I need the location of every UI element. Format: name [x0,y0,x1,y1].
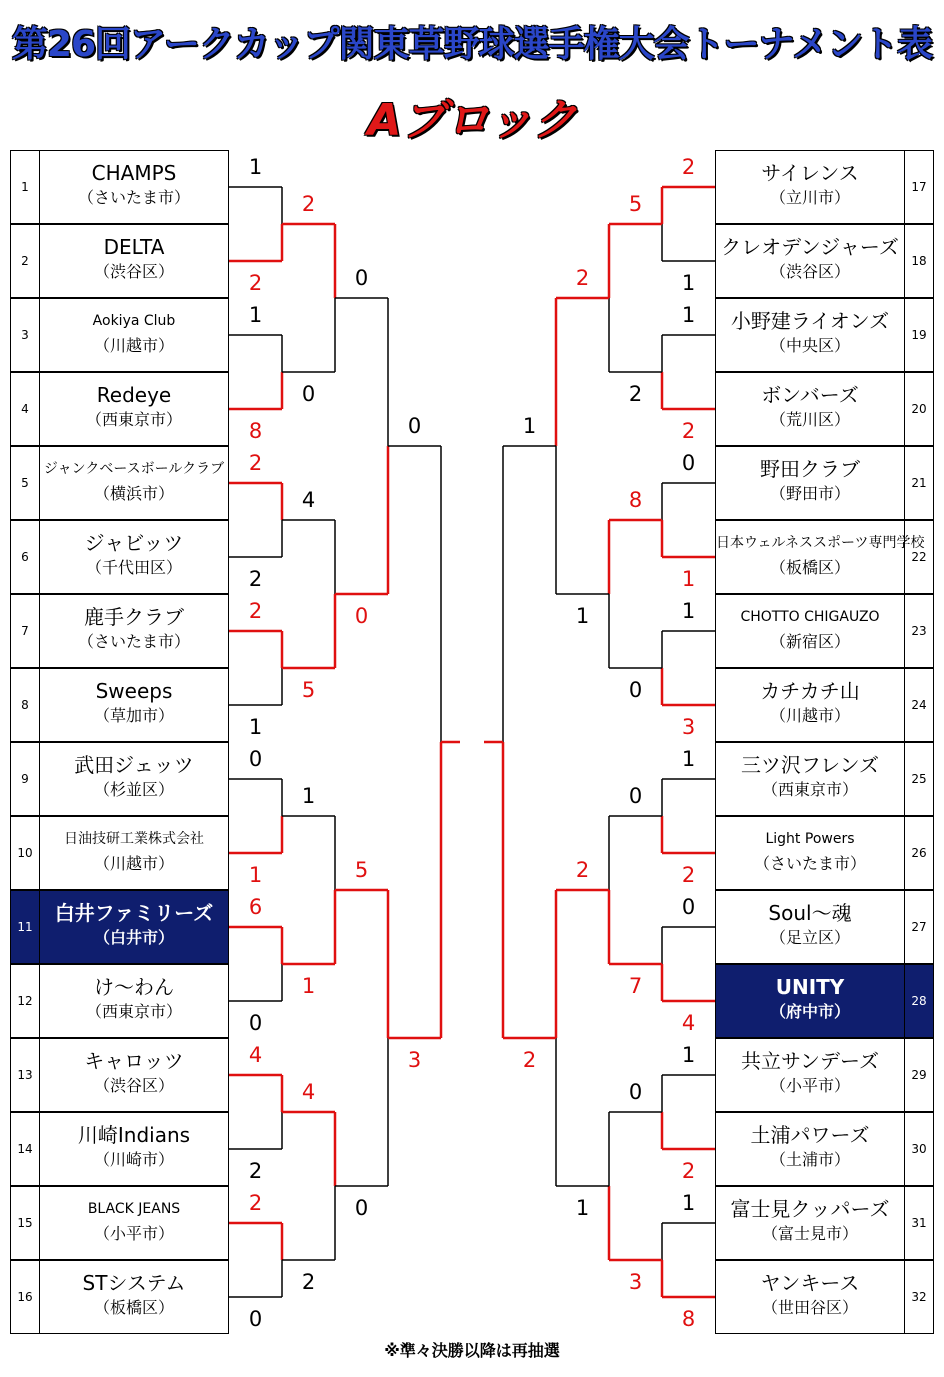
score-label: 5 [354,858,369,882]
seed-number: 8 [11,669,40,741]
seed-number: 12 [11,965,40,1037]
score-label: 0 [628,678,643,702]
team-name: 共立サンデーズ [741,1049,879,1073]
score-label: 1 [301,784,316,808]
team-entry [10,298,229,372]
page-title: 第26回アークカップ関東草野球選手権大会トーナメント表 [11,24,933,65]
score-label: 1 [681,1191,696,1215]
team-city: （中央区） [769,336,850,355]
seed-number: 27 [904,891,933,963]
score-label: 0 [407,414,422,438]
team-city: （世田谷区） [761,1298,858,1317]
team-entry [10,1112,229,1186]
seed-number: 21 [904,447,933,519]
team-name: ジャンクベースボールクラブ [43,461,225,477]
team-city: （さいたま市） [753,854,866,873]
seed-number: 13 [11,1039,40,1111]
seed-number: 18 [904,225,933,297]
score-label: 2 [248,451,263,475]
team-name: 三ツ沢フレンズ [740,753,880,777]
team-city: （横浜市） [93,484,174,503]
seed-number: 14 [11,1113,40,1185]
score-label: 2 [522,1048,537,1072]
seed-number: 26 [904,817,933,889]
team-entry [715,1112,934,1186]
score-label: 0 [681,451,696,475]
team-entry [10,816,229,890]
score-label: 6 [248,895,263,919]
score-label: 0 [354,1196,369,1220]
score-label: 4 [681,1011,696,1035]
score-label: 1 [575,604,590,628]
score-label: 0 [628,1080,643,1104]
score-label: 2 [628,382,643,406]
team-entry [715,446,934,520]
score-label: 4 [301,488,316,512]
seed-number: 1 [11,151,40,223]
team-name: UNITY [775,975,845,999]
team-name: ヤンキース [760,1271,860,1295]
score-label: 2 [681,1159,696,1183]
score-label: 1 [301,974,316,998]
team-city: （板橋区） [769,558,850,577]
team-entry [10,372,229,446]
team-city: （草加市） [93,706,174,725]
score-label: 7 [628,974,643,998]
team-entry [715,1038,934,1112]
seed-number: 2 [11,225,40,297]
team-entry [10,446,229,520]
seed-number: 3 [11,299,40,371]
team-name: ボンバーズ [761,383,859,407]
team-entry [715,298,934,372]
team-city: （野田市） [769,484,850,503]
team-entry [715,372,934,446]
team-entry [10,890,229,964]
score-label: 5 [628,192,643,216]
team-city: （渋谷区） [93,262,174,281]
score-label: 1 [681,599,696,623]
score-label: 1 [681,303,696,327]
team-city: （西東京市） [761,780,858,799]
team-city: （小平市） [93,1224,174,1243]
team-entry [715,594,934,668]
team-entry [10,668,229,742]
score-label: 0 [681,895,696,919]
team-name: ジャビッツ [84,531,184,555]
score-label: 2 [248,567,263,591]
team-entry [715,890,934,964]
team-city: （立川市） [769,188,850,207]
team-name: 川崎Indians [77,1123,191,1147]
team-name: CHAMPS [91,161,177,185]
score-label: 8 [628,488,643,512]
team-name: 野田クラブ [760,457,860,481]
score-label: 1 [681,1043,696,1067]
score-label: 8 [681,1307,696,1331]
team-city: （足立区） [769,928,850,947]
seed-number: 15 [11,1187,40,1259]
team-city: （府中市） [769,1002,850,1021]
seed-number: 25 [904,743,933,815]
team-name: CHOTTO CHIGAUZO [740,609,880,625]
team-entry [10,1260,229,1334]
team-name: カチカチ山 [760,679,860,703]
seed-number: 16 [11,1261,40,1333]
team-name: 武田ジェッツ [74,753,194,777]
score-label: 2 [681,863,696,887]
score-label: 8 [248,419,263,443]
team-name: BLACK JEANS [87,1201,181,1217]
team-city: （小平市） [769,1076,850,1095]
score-label: 0 [628,784,643,808]
seed-number: 17 [904,151,933,223]
score-label: 2 [248,1159,263,1183]
seed-number: 29 [904,1039,933,1111]
team-city: （千代田区） [85,558,182,577]
score-label: 5 [301,678,316,702]
team-entry [715,1186,934,1260]
team-city: （川崎市） [93,1150,174,1169]
team-city: （西東京市） [85,410,182,429]
team-city: （土浦市） [769,1150,850,1169]
team-name: 土浦パワーズ [750,1123,870,1147]
score-label: 2 [575,266,590,290]
score-label: 1 [681,747,696,771]
team-entry [10,1186,229,1260]
team-city: （さいたま市） [77,632,190,651]
score-label: 1 [248,155,263,179]
seed-number: 32 [904,1261,933,1333]
score-label: 1 [681,567,696,591]
team-city: （川越市） [93,854,174,873]
seed-number: 31 [904,1187,933,1259]
team-entry [10,224,229,298]
team-entry [715,520,934,594]
team-name: Aokiya Club [92,313,176,329]
team-name: Redeye [96,383,172,407]
score-label: 2 [575,858,590,882]
seed-number: 6 [11,521,40,593]
team-city: （川越市） [769,706,850,725]
team-city: （西東京市） [85,1002,182,1021]
score-label: 2 [248,1191,263,1215]
score-label: 3 [407,1048,422,1072]
score-label: 3 [681,715,696,739]
seed-number: 28 [904,965,933,1037]
score-label: 4 [248,1043,263,1067]
score-label: 1 [681,271,696,295]
score-label: 0 [248,747,263,771]
score-label: 1 [575,1196,590,1220]
team-entry [10,964,229,1038]
team-name: Soul～魂 [768,901,852,925]
score-label: 0 [248,1307,263,1331]
score-label: 0 [248,1011,263,1035]
team-entry [10,742,229,816]
team-entry [715,668,934,742]
team-name: け～わん [94,975,174,999]
team-city: （富士見市） [761,1224,858,1243]
team-name: 日本ウェルネススポーツ専門学校 [716,535,925,551]
team-city: （荒川区） [769,410,850,429]
team-name: Sweeps [95,679,173,703]
team-entry [715,1260,934,1334]
team-name: DELTA [103,235,165,259]
seed-number: 4 [11,373,40,445]
score-label: 1 [248,715,263,739]
seed-number: 19 [904,299,933,371]
team-city: （渋谷区） [769,262,850,281]
team-name: 鹿手クラブ [84,605,184,629]
score-label: 1 [522,414,537,438]
team-entry [715,742,934,816]
team-city: （白井市） [93,928,174,947]
score-label: 1 [248,303,263,327]
seed-number: 22 [904,521,933,593]
team-name: キャロッツ [84,1049,184,1073]
seed-number: 24 [904,669,933,741]
team-city: （新宿区） [769,632,850,651]
seed-number: 11 [11,891,40,963]
team-entry [715,224,934,298]
score-label: 0 [301,382,316,406]
score-label: 2 [248,599,263,623]
team-entry [715,816,934,890]
team-name: Light Powers [765,831,855,847]
seed-number: 30 [904,1113,933,1185]
team-city: （杉並区） [93,780,174,799]
team-name: 富士見クッパーズ [730,1197,890,1221]
score-label: 2 [301,192,316,216]
score-label: 0 [354,266,369,290]
team-entry [715,150,934,224]
team-name: サイレンス [761,161,859,185]
team-name: クレオデンジャーズ [721,235,899,259]
team-entry [10,1038,229,1112]
team-entry [715,964,934,1038]
team-city: （さいたま市） [77,188,190,207]
team-entry [10,594,229,668]
footnote: ※準々決勝以降は再抽選 [384,1341,560,1360]
score-label: 3 [628,1270,643,1294]
block-title: Aブロック [367,95,577,146]
team-name: STシステム [82,1271,186,1295]
score-label: 2 [681,419,696,443]
seed-number: 7 [11,595,40,667]
score-label: 2 [301,1270,316,1294]
score-label: 2 [681,155,696,179]
team-name: 白井ファミリーズ [54,901,214,925]
score-label: 4 [301,1080,316,1104]
score-label: 1 [248,863,263,887]
team-entry [10,150,229,224]
seed-number: 23 [904,595,933,667]
seed-number: 9 [11,743,40,815]
seed-number: 10 [11,817,40,889]
team-name: 日油技研工業株式会社 [64,831,204,847]
seed-number: 5 [11,447,40,519]
team-name: 小野建ライオンズ [730,309,890,333]
team-city: （渋谷区） [93,1076,174,1095]
seed-number: 20 [904,373,933,445]
score-label: 0 [354,604,369,628]
score-label: 2 [248,271,263,295]
team-city: （板橋区） [93,1298,174,1317]
team-city: （川越市） [93,336,174,355]
team-entry [10,520,229,594]
